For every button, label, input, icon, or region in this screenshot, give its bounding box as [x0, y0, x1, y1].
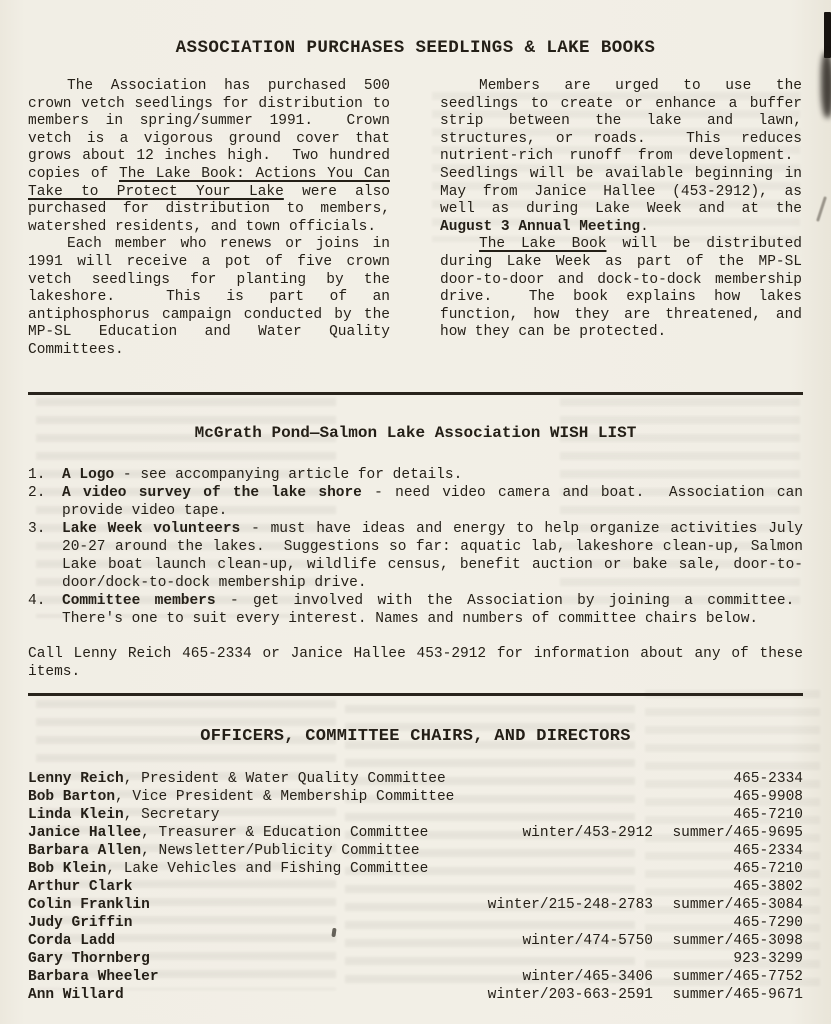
officer-row: [28, 842, 803, 860]
paragraph: Members are urged to use the seedlings to create or enhance a buffer strip between the lake and lawn, structures, or roads. This reduces nutrient-rich runoff from development. Seedlings will be available beginning in May from Janice Hallee (453-2912), as well as during Lake Week and at the August 3 Annual Meeting.: [440, 78, 802, 235]
phone-number: 923-3299: [733, 950, 803, 967]
officer-name-role: [28, 896, 483, 914]
winter-phone: [483, 788, 653, 806]
officer-name-role: [28, 986, 483, 1004]
paragraph: The Lake Book will be distributed during Lake Week as part of the MP-SL door-to-door and dock-to-dock membership drive. The book explains how lakes function, how they are threatened, and how they can be protected.: [440, 236, 803, 341]
winter-phone: winter/465-3406: [522, 968, 653, 985]
phone-number: summer/465-7752: [672, 968, 803, 985]
officer-name-role: [28, 824, 483, 842]
officer-name: Lenny Reich: [28, 770, 124, 787]
phone-number: 465-3802: [733, 878, 803, 895]
phone-number: 465-7290: [733, 914, 803, 931]
contact-line: Call Lenny Reich 465-2334 or Janice Hallee 453-2912 for information about any of these items.: [28, 645, 803, 680]
item-text: A Logo - see accompanying article for details.: [62, 466, 463, 483]
article-body: [28, 78, 803, 360]
officer-row: [28, 986, 803, 1004]
phone-number: summer/465-3084: [672, 896, 803, 913]
section-divider: [28, 693, 803, 696]
officer-row: [28, 932, 803, 950]
officer-role: , President & Water Quality Committee: [123, 770, 446, 787]
winter-phone: winter/474-5750: [522, 932, 653, 949]
officer-row: [28, 950, 803, 968]
officer-row: [28, 914, 803, 932]
officer-name-role: [28, 914, 483, 932]
officer-name-role: [28, 950, 483, 968]
phone-number: 465-7210: [733, 806, 803, 823]
officer-role: , Treasurer & Education Committee: [141, 824, 429, 841]
officer-name-role: [28, 788, 483, 806]
officer-name-role: [28, 878, 483, 896]
officer-row: [28, 788, 803, 806]
winter-phone: [483, 806, 653, 824]
officer-row: [28, 878, 803, 896]
winter-phone: [483, 842, 653, 860]
officer-name-role: [28, 842, 483, 860]
officer-name: Corda Ladd: [28, 932, 116, 949]
officer-name: Janice Hallee: [28, 824, 142, 841]
item-text: Committee members - get involved with the Association by joining a committee. There's one to suit every interest. Names and numbers of committee chairs below.: [62, 592, 803, 627]
officer-name-role: [28, 860, 483, 878]
item-number: 2.: [28, 484, 46, 501]
officers-list: [28, 770, 803, 1004]
wishlist: [28, 466, 803, 628]
officer-name-role: [28, 932, 483, 950]
officer-row: [28, 806, 803, 824]
article-column-left: [28, 78, 390, 360]
section-divider: [28, 392, 803, 395]
officer-name: Bob Klein: [28, 860, 107, 877]
officer-role: , Newsletter/Publicity Committee: [141, 842, 420, 859]
officer-row: [28, 860, 803, 878]
item-text: Lake Week volunteers - must have ideas and energy to help organize activities July 20-27 around the lakes. Suggestions so far: aquatic lab, lakeshore clean-up, Salmon Lake boat launch clean-up, wildlife census, benefit auction or bake sale, door-to-door/dock-to-dock membership drive.: [62, 520, 803, 591]
winter-phone: [483, 914, 653, 932]
officer-name: Linda Klein: [28, 806, 124, 823]
winter-phone: [483, 770, 653, 788]
phone-number: 465-7210: [733, 860, 803, 877]
article-title: ASSOCIATION PURCHASES SEEDLINGS & LAKE BOOKS: [175, 38, 656, 58]
wishlist-item: [28, 484, 803, 520]
article-column-right: [440, 78, 802, 360]
item-text: A video survey of the lake shore - need video camera and boat. Association can provide video tape.: [62, 484, 804, 519]
officers-title: OFFICERS, COMMITTEE CHAIRS, AND DIRECTORS: [200, 726, 631, 746]
page-content: [28, 38, 803, 1004]
officer-name: Colin Franklin: [28, 896, 150, 913]
phone-number: 465-9908: [733, 788, 803, 805]
officer-role: , Vice President & Membership Committee: [115, 788, 455, 805]
wishlist-item: [28, 520, 803, 592]
phone-number: 465-2334: [733, 842, 803, 859]
phone-number: summer/465-9671: [672, 986, 803, 1003]
officer-name-role: [28, 968, 483, 986]
winter-phone: [483, 878, 653, 896]
officer-row: [28, 770, 803, 788]
officer-row: [28, 968, 803, 986]
officer-name: Barbara Allen: [28, 842, 142, 859]
officer-row: [28, 824, 803, 842]
scan-edge-streak: [816, 196, 827, 222]
winter-phone: winter/203-663-2591: [487, 986, 653, 1003]
winter-phone: [483, 860, 653, 878]
wishlist-item: [28, 466, 803, 484]
phone-number: summer/465-9695: [672, 824, 803, 841]
officer-role: , Secretary: [123, 806, 220, 823]
officer-name: Judy Griffin: [28, 914, 133, 931]
phone-number: 465-2334: [733, 770, 803, 787]
winter-phone: [483, 950, 653, 968]
item-number: 3.: [28, 520, 46, 537]
officer-name: Barbara Wheeler: [28, 968, 159, 985]
paragraph: The Association has purchased 500 crown vetch seedlings for distribution to members in spring/summer 1991. Crown vetch is a vigorous ground cover that grows about 12 inches high. Two hundred copies of The Lake Book: Actions You Can Take to Protect Your Lake were also purchased for distribution to members, watershed residents, and town officials.: [28, 78, 390, 235]
phone-number: summer/465-3098: [672, 932, 803, 949]
winter-phone: winter/215-248-2783: [487, 896, 653, 913]
officer-name-role: [28, 806, 483, 824]
paragraph: Each member who renews or joins in 1991 will receive a pot of five crown vetch seedlings for planting by the lakeshore. This is part of an antiphosphorus campaign conducted by the MP-SL Education and Water Quality Committees.: [28, 236, 390, 358]
officer-row: [28, 896, 803, 914]
officer-name: Arthur Clark: [28, 878, 133, 895]
scan-edge-smudge: [821, 52, 831, 118]
item-number: 1.: [28, 466, 46, 483]
wishlist-title: McGrath Pond—Salmon Lake Association WISH LIST: [194, 423, 637, 442]
officer-name: Bob Barton: [28, 788, 116, 805]
officer-name: Ann Willard: [28, 986, 124, 1003]
item-number: 4.: [28, 592, 46, 609]
officer-name-role: [28, 770, 483, 788]
officer-name: Gary Thornberg: [28, 950, 150, 967]
officer-role: , Lake Vehicles and Fishing Committee: [106, 860, 429, 877]
wishlist-item: [28, 592, 803, 628]
winter-phone: winter/453-2912: [522, 824, 653, 841]
